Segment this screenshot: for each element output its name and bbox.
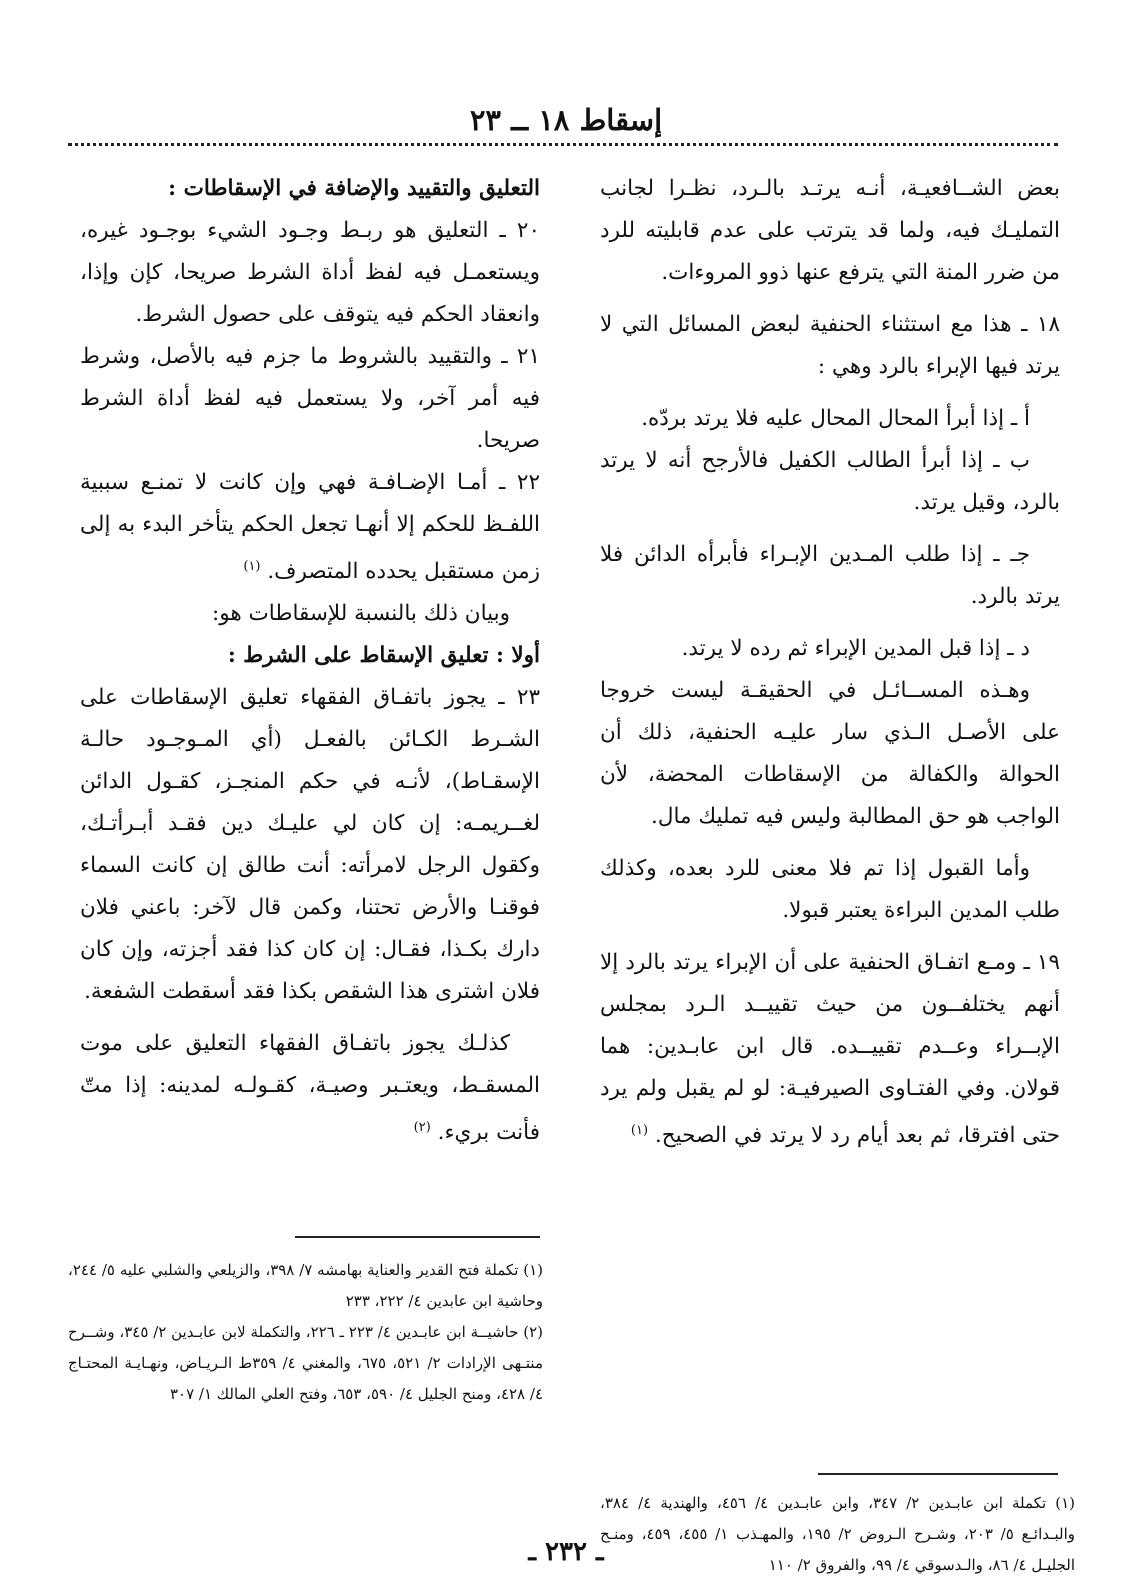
paragraph [80, 462, 540, 593]
subsection-heading: أولا : تعليق الإسقاط على الشرط : [227, 643, 540, 669]
footnote: (٢) حاشيــة ابن عابـدين ٤/ ٢٢٣ ـ ٢٢٦، والتكملة لابن عابـدين ٢/ ٣٤٥، وشــرح منتـهى الإرادات ٢/ ٥٢١، ٦٧٥، والمغني ٤/ ٣٥٩ط الـريـاض، ونهـايـة المحتـاج ٤/ ٤٢٨، ومنح الجليل ٤/ ٥٩٠، ٦٥٣، وفتح العلي المالك ١/ ٣٠٧ [68, 1323, 544, 1403]
left-footnotes [68, 1255, 543, 1410]
paragraph [600, 942, 1060, 1157]
paragraph-text: كذلـك يجوز باتفـاق الفقهاء التعليق على موت المسقـط، ويعتـبر وصيـة، كقـولـه لمدينه: إذا متّ فأنت بريء. [80, 1031, 540, 1146]
paragraph: وأما القبول إذا تم فلا معنى للرد بعده، وكذلك طلب المدين البراءة يعتبر قبولا. [600, 856, 1060, 923]
paragraph: ٢٠ ـ التعليق هو ربـط وجـود الشيء بوجـود غيره، ويستعمـل فيه لفظ أداة الشرط صريحا، كإن وإذا، وانعقاد الحكم فيه يتوقف على حصول الشرط. [80, 218, 540, 327]
page-number: ـ ٢٣٢ ـ [528, 1537, 604, 1567]
right-column [600, 168, 1060, 1157]
paragraph-text: ٢٢ ـ أمـا الإضـافـة فهي وإن كانت لا تمنـع سببية اللفـظ للحكم إلا أنهـا تجعل الحكم يتأخر البدء به إلى زمن مستقبل يحدده المتصرف. [80, 470, 540, 585]
header-dotted-rule [68, 143, 1058, 146]
list-item: د ـ إذا قبل المدين الإبراء ثم رده لا يرتد. [681, 636, 1030, 661]
list-item: ب ـ إذا أبرأ الطالب الكفيل فالأرجح أنه لا يرتد بالرد، وقيل يرتد. [600, 448, 1060, 515]
running-header: إسقاط ١٨ ــ ٢٣ [469, 103, 663, 137]
paragraph: بعض الشــافعيـة، أنـه يرتـد بالـرد، نظـرا لجانب التمليـك فيه، ولما قد يترتب على عدم قابليته للرد من ضرر المنة التي يترفع عنها ذوو المروءات. [600, 176, 1060, 285]
footnote-rule [818, 1473, 1058, 1475]
list-item: أ ـ إذا أبرأ المحال المحال عليه فلا يرتد بردّه. [641, 406, 1030, 431]
paragraph [80, 1023, 540, 1154]
paragraph: ٢١ ـ والتقييد بالشروط ما جزم فيه بالأصل، وشرط فيه أمر آخر، ولا يستعمل فيه لفظ أداة الشرط صريحا. [80, 344, 540, 453]
paragraph: وبيان ذلك بالنسبة للإسقاطات هو: [212, 601, 510, 627]
list-item: جـ ـ إذا طلب المـدين الإبـراء فأبرأه الدائن فلا يرتد بالرد. [600, 542, 1060, 609]
footnote: (١) تكملة فتح القدير والعناية بهامشه ٧/ ٣٩٨، والزيلعي والشلبي عليه ٥/ ٢٤٤، وحاشية ابن عابدين ٤/ ٢٢٢، ٢٣٣ [68, 1261, 543, 1310]
footnote-marker: (٢) [413, 1120, 431, 1136]
paragraph: ٢٣ ـ يجوز باتفـاق الفقهاء تعليق الإسقاطات على الشـرط الكـائن بالفعـل (أي المـوجـود حالـة الإسقـاط)، لأنـه في حكم المنجـز، كقـول الدائن لغــريمـه: إن كان لي عليـك دين فقـد أبـرأتـك، وكقول الرجل لامرأته: أنت طالق إن كانت السماء فوقنـا والأرض تحتنا، وكمن قال لآخر: باعني فلان دارك بكـذا، فقـال: إن كان كذا فقد أجزته، وإن كان فلان اشترى هذا الشقص بكذا فقد أسقطت الشفعة. [80, 685, 540, 1005]
footnote-marker: (١) [243, 559, 261, 574]
paragraph: ١٨ ـ هذا مع استثناء الحنفية لبعض المسائل التي لا يرتد فيها الإبراء بالرد وهي : [600, 312, 1060, 379]
section-heading: التعليق والتقييد والإضافة في الإسقاطات : [168, 176, 540, 201]
left-column [80, 168, 540, 1154]
footnote-marker: (١) [630, 1123, 649, 1138]
footnote-rule [295, 1236, 540, 1238]
footnote: (١) تكملة ابن عابـدين ٢/ ٣٤٧، وابن عابـدين ٤/ ٤٥٦، والهندية ٤/ ٣٨٤، والبـدائـع ٥/ ٢٠٣، وشـرح الـروض ٢/ ١٩٥، والمهـذب ١/ ٤٥٥، ٤٥٩، ومنـح الجليـل ٤/ ٨٦، والـدسوقي ٤/ ٩٩، والفروق ٢/ ١١٠ [600, 1494, 1076, 1574]
paragraph-text: ١٩ ـ ومـع اتفـاق الحنفية على أن الإبراء يرتد بالرد إلا أنهم يختلفــون من حيث تقييــد الـرد بمجلس الإبــراء وعــدم تقييــده. قال ابن عابـدين: هما قولان. وفي الفتـاوى الصيرفيـة: لو لم يقبل ولم يرد حتى افترقا، ثم بعد أيام رد لا يرتد في الصحيح. [600, 950, 1060, 1149]
paragraph: وهـذه المســائـل في الحقيقـة ليست خروجا على الأصـل الـذي سار عليـه الحنفية، ذلك أن الحوالة والكفالة من الإسقاطات المحضة، لأن الواجب هو حق المطالبة وليس فيه تمليك مال. [600, 678, 1060, 829]
